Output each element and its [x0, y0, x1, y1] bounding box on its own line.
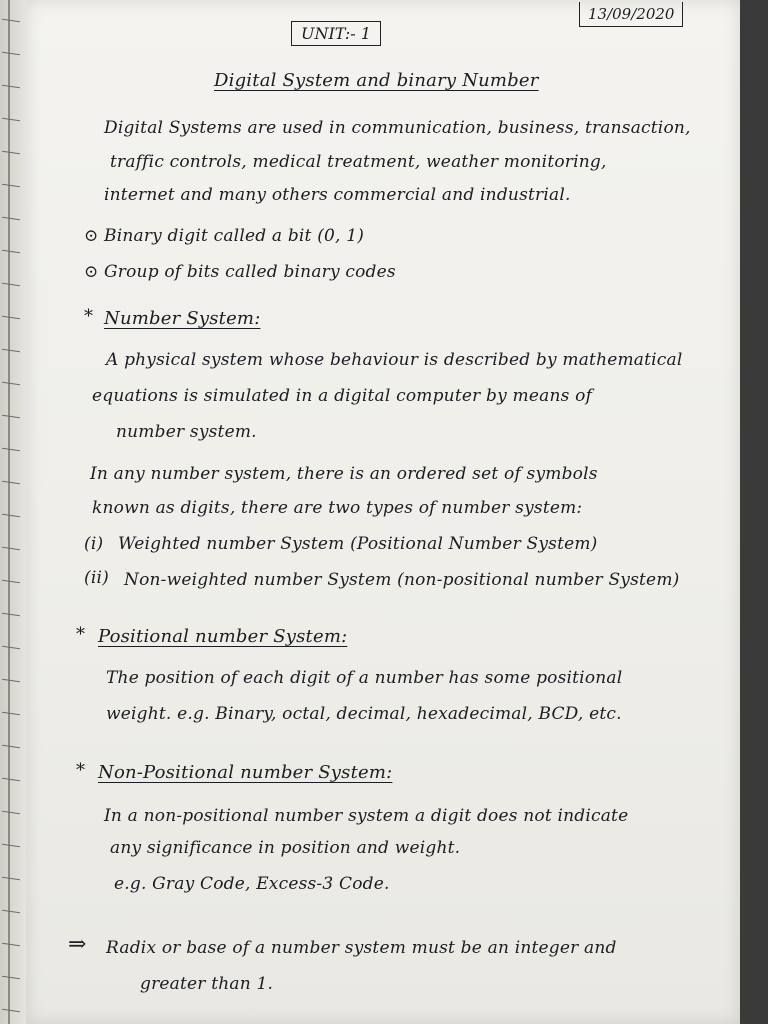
unit-title: UNIT:- 1: [291, 21, 381, 46]
intro-line-2: traffic controls, medical treatment, weather monitoring,: [110, 152, 607, 172]
ruling-tick: [2, 151, 20, 154]
number-system-para-2-line-2: known as digits, there are two types of number system:: [92, 498, 583, 518]
ruling-tick: [2, 19, 20, 22]
ruling-tick: [2, 844, 20, 847]
ruling-tick: [2, 580, 20, 583]
positional-line-1: The position of each digit of a number has some positional: [106, 668, 623, 688]
notebook-left-edge: [0, 0, 26, 1024]
star-marker: *: [76, 760, 86, 781]
non-positional-line-2: any significance in position and weight.: [110, 838, 461, 858]
ruling-tick: [2, 943, 20, 946]
ruling-tick: [2, 745, 20, 748]
ruling-tick: [2, 283, 20, 286]
ruling-tick: [2, 910, 20, 913]
bullet-binary-digit: Binary digit called a bit (0, 1): [104, 226, 365, 246]
ruling-tick: [2, 547, 20, 550]
bullet-marker: ⊙: [84, 262, 99, 282]
ruling-tick: [2, 976, 20, 979]
positional-heading: Positional number System:: [98, 626, 348, 647]
non-positional-example: e.g. Gray Code, Excess-3 Code.: [114, 874, 390, 894]
ruling-tick: [2, 217, 20, 220]
ruling-tick: [2, 514, 20, 517]
ruling-tick: [2, 877, 20, 880]
ruling-tick: [2, 250, 20, 253]
type-non-weighted: Non-weighted number System (non-positional number System): [124, 570, 680, 590]
ruling-tick: [2, 118, 20, 121]
ruling-tick: [2, 778, 20, 781]
margin-line: [8, 0, 10, 1024]
ruling-tick: [2, 382, 20, 385]
number-system-para-2-line-1: In any number system, there is an ordered set of symbols: [90, 464, 598, 484]
ruling-tick: [2, 613, 20, 616]
roman-marker: (i): [84, 534, 104, 554]
page-title: Digital System and binary Number: [214, 70, 539, 91]
radix-line-1: Radix or base of a number system must be an integer and: [106, 938, 617, 958]
bullet-marker: ⊙: [84, 226, 99, 246]
number-system-para-1-line-1: A physical system whose behaviour is described by mathematical: [106, 350, 683, 370]
ruling-tick: [2, 349, 20, 352]
ruling-tick: [2, 448, 20, 451]
implies-arrow: ⇒: [68, 932, 87, 957]
ruling-tick: [2, 481, 20, 484]
ruling-tick: [2, 52, 20, 55]
ruling-tick: [2, 415, 20, 418]
intro-line-3: internet and many others commercial and industrial.: [104, 185, 571, 205]
number-system-para-1-line-3: number system.: [116, 422, 257, 442]
ruling-tick: [2, 85, 20, 88]
star-marker: *: [84, 306, 94, 327]
non-positional-heading: Non-Positional number System:: [98, 762, 393, 783]
ruling-tick: [2, 316, 20, 319]
notebook-page: [26, 0, 740, 1024]
date-box: 13/09/2020: [579, 2, 683, 27]
roman-marker: (ii): [84, 568, 109, 588]
number-system-heading: Number System:: [104, 308, 261, 329]
intro-line-1: Digital Systems are used in communication, business, transaction,: [104, 118, 691, 138]
ruling-tick: [2, 679, 20, 682]
star-marker: *: [76, 624, 86, 645]
ruling-tick: [2, 811, 20, 814]
number-system-para-1-line-2: equations is simulated in a digital computer by means of: [92, 386, 593, 406]
non-positional-line-1: In a non-positional number system a digit does not indicate: [104, 806, 629, 826]
ruling-tick: [2, 646, 20, 649]
type-weighted: Weighted number System (Positional Number System): [118, 534, 598, 554]
bullet-binary-code: Group of bits called binary codes: [104, 262, 396, 282]
ruling-tick: [2, 184, 20, 187]
ruling-tick: [2, 712, 20, 715]
ruling-tick: [2, 1009, 20, 1012]
positional-line-2: weight. e.g. Binary, octal, decimal, hexadecimal, BCD, etc.: [106, 704, 622, 724]
radix-line-2: greater than 1.: [140, 974, 274, 994]
